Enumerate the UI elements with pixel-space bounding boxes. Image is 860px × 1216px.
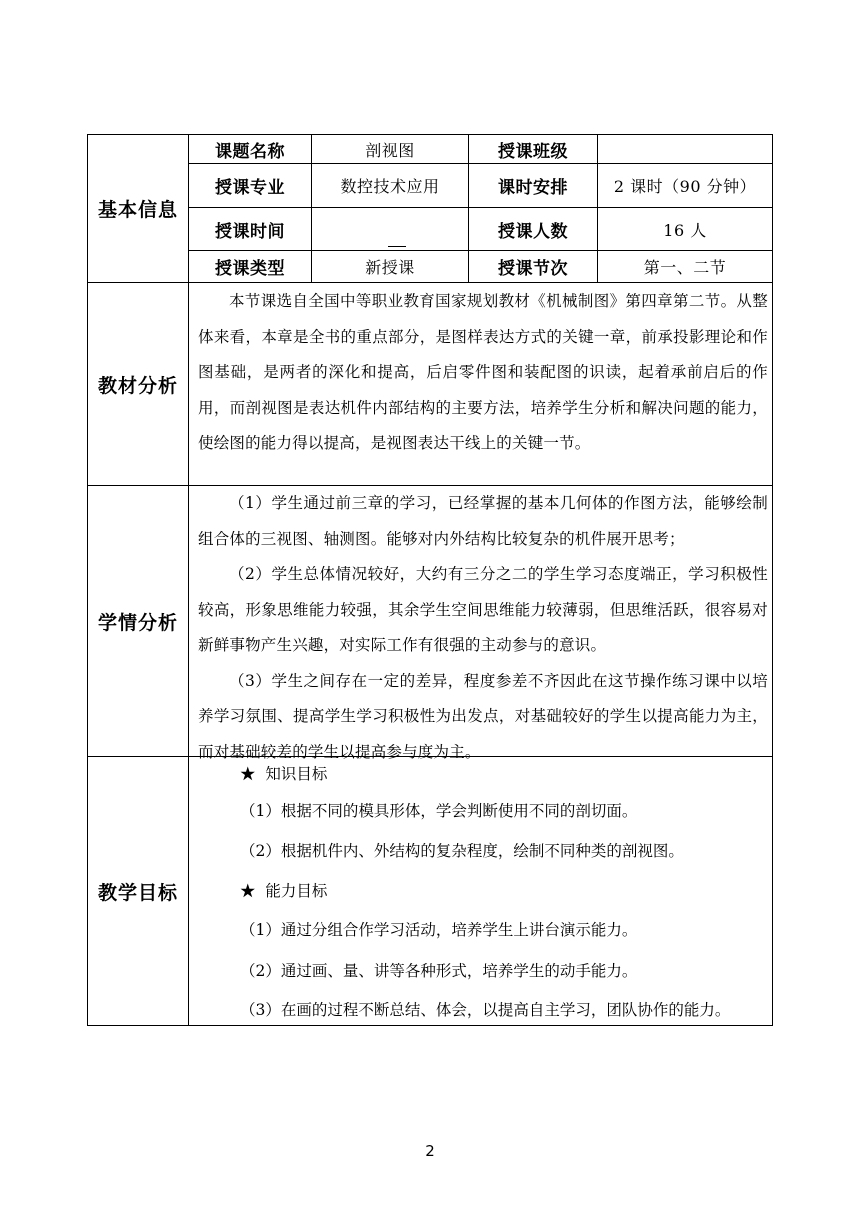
table-border-right (772, 134, 773, 1026)
star-icon: ★ (240, 882, 256, 900)
student-analysis-paragraph: （2）学生总体情况较好，大约有三分之二的学生学习态度端正，学习积极性较高，形象思维能力较强，其余学生空间思维能力较薄弱，但思维活跃，很容易对新鲜事物产生兴趣，对实际工作有很强的主动参与的意识。 (198, 565, 768, 654)
field-value: 第一、二节 (643, 258, 727, 277)
field-label: 授课类型 (215, 259, 285, 279)
goal-item: （1）根据不同的模具形体，学会判断使用不同的剖切面。 (240, 802, 638, 820)
star-icon: ★ (240, 765, 256, 783)
ability-goals-title: 能力目标 (265, 882, 328, 900)
section-divider (87, 282, 773, 283)
textbook-analysis-text: 本节课选自全国中等职业教育国家规划教材《机械制图》第四章第二节。从整体来看，本章是全书的重点部分，是图样表达方式的关键一章，前承投影理论和作图基础，是两者的深化和提高，后启零件图和装配图的识读，起着承前启后的作用，而剖视图是表达机件内部结构的主要方法，培养学生分析和解决问题的能力，使绘图的能力得以提高，是视图表达干线上的关键一节。 (198, 292, 768, 452)
basic-info-label: 基本信息 (97, 199, 178, 221)
student-analysis-paragraph: （3）学生之间存在一定的差异，程度参差不齐因此在这节操作练习课中以培养学习氛围、提高学生学习积极性为出发点，对基础较好的学生以提高能力为主，而对基础较差的学生以提高参与度为主。 (198, 671, 768, 761)
knowledge-goals-title: 知识目标 (265, 765, 328, 783)
field-label: 授课人数 (498, 221, 568, 242)
goal-item: （1）通过分组合作学习活动，培养学生上讲台演示能力。 (240, 921, 638, 939)
goal-item: （2）通过画、量、讲等各种形式，培养学生的动手能力。 (240, 962, 638, 980)
field-value (598, 135, 772, 163)
student-analysis-paragraph: （1）学生通过前三章的学习，已经掌握的基本几何体的作图方法，能够绘制组合体的三视图、轴测图。能够对内外结构比较复杂的机件展开思考； (198, 494, 768, 548)
field-value: 16 人 (663, 220, 707, 240)
field-value: 新授课 (365, 258, 415, 277)
table-border-bottom (87, 1025, 773, 1026)
textbook-analysis-label: 教材分析 (97, 374, 178, 397)
student-analysis-text (198, 486, 768, 770)
page-number: 2 (425, 1142, 435, 1160)
field-label: 授课专业 (215, 178, 285, 198)
field-value: 剖视图 (365, 140, 415, 160)
student-analysis-label: 学情分析 (97, 611, 178, 634)
field-label: 课时安排 (498, 178, 568, 198)
field-label: 授课班级 (498, 141, 568, 162)
field-value (312, 208, 468, 250)
teaching-goals-label: 教学目标 (97, 881, 178, 904)
field-value: 数控技术应用 (340, 177, 440, 196)
field-label: 授课时间 (215, 221, 285, 242)
field-label: 课题名称 (215, 141, 285, 162)
ability-goals-heading (240, 879, 327, 901)
field-label: 授课节次 (498, 259, 568, 279)
goal-item: （2）根据机件内、外结构的复杂程度，绘制不同种类的剖视图。 (240, 842, 684, 860)
knowledge-goals-heading (240, 762, 327, 784)
goal-item: （3）在画的过程不断总结、体会，以提高自主学习，团队协作的能力。 (240, 1001, 731, 1019)
field-value: 2 课时（90 分钟） (613, 177, 757, 196)
